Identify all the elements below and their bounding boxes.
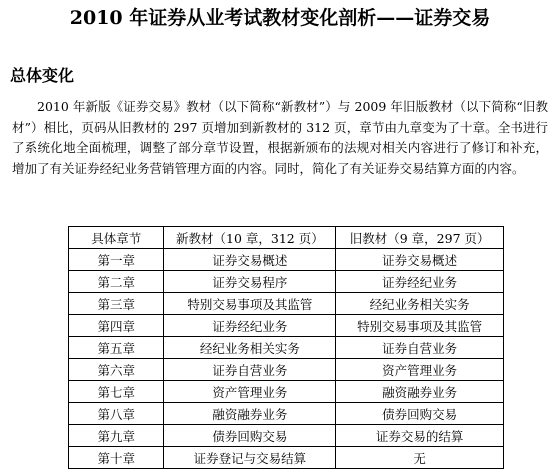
table-row xyxy=(69,447,504,469)
cell-new: 特别交易事项及其监管 xyxy=(164,293,336,315)
cell-new: 证券自营业务 xyxy=(164,359,336,381)
cell-old: 融资融券业务 xyxy=(336,381,504,403)
table-row xyxy=(69,359,504,381)
cell-new: 证券经纪业务 xyxy=(164,315,336,337)
cell-chapter: 第四章 xyxy=(69,315,164,337)
table-row xyxy=(69,425,504,447)
body-paragraph: 2010 年新版《证券交易》教材（以下简称“新教材”）与 2009 年旧版教材（以下简称“旧教材”）相比，页码从旧教材的 297 页增加到新教材的 312 页，章节由九章变为了十章。全书进行了系统化地全面梳理，调整了部分章节设置，根据新颁布的法规对相关内容进行了修订和补充，增加了有关证券经纪业务营销管理方面的内容。同时，简化了有关证券交易结算方面的内容。 xyxy=(12,99,548,176)
header-chapter: 具体章节 xyxy=(69,227,164,249)
table-row xyxy=(69,249,504,271)
page-title: 2010 年证券从业考试教材变化剖析——证券交易 xyxy=(69,7,491,29)
cell-new: 经纪业务相关实务 xyxy=(164,337,336,359)
cell-chapter: 第十章 xyxy=(69,447,164,469)
cell-old: 证券经纪业务 xyxy=(336,271,504,293)
cell-chapter: 第一章 xyxy=(69,249,164,271)
cell-new: 资产管理业务 xyxy=(164,381,336,403)
cell-old: 证券交易的结算 xyxy=(336,425,504,447)
cell-chapter: 第九章 xyxy=(69,425,164,447)
cell-new: 融资融券业务 xyxy=(164,403,336,425)
table-row xyxy=(69,315,504,337)
table-row xyxy=(69,337,504,359)
cell-chapter: 第六章 xyxy=(69,359,164,381)
cell-old: 资产管理业务 xyxy=(336,359,504,381)
cell-old: 证券自营业务 xyxy=(336,337,504,359)
cell-old: 特别交易事项及其监管 xyxy=(336,315,504,337)
cell-chapter: 第八章 xyxy=(69,403,164,425)
cell-chapter: 第五章 xyxy=(69,337,164,359)
table-row xyxy=(69,403,504,425)
section-heading: 总体变化 xyxy=(10,66,75,85)
table-row xyxy=(69,271,504,293)
cell-old: 证券交易概述 xyxy=(336,249,504,271)
header-new-edition: 新教材（10 章，312 页） xyxy=(164,227,336,249)
cell-new: 证券登记与交易结算 xyxy=(164,447,336,469)
table-row xyxy=(69,293,504,315)
cell-old: 债券回购交易 xyxy=(336,403,504,425)
cell-chapter: 第二章 xyxy=(69,271,164,293)
cell-new: 债券回购交易 xyxy=(164,425,336,447)
cell-new: 证券交易概述 xyxy=(164,249,336,271)
cell-chapter: 第七章 xyxy=(69,381,164,403)
table-header-row xyxy=(69,227,504,249)
chapter-comparison-table xyxy=(68,226,504,469)
cell-new: 证券交易程序 xyxy=(164,271,336,293)
table-row xyxy=(69,381,504,403)
cell-old: 经纪业务相关实务 xyxy=(336,293,504,315)
cell-old: 无 xyxy=(336,447,504,469)
header-old-edition: 旧教材（9 章，297 页） xyxy=(336,227,504,249)
cell-chapter: 第三章 xyxy=(69,293,164,315)
